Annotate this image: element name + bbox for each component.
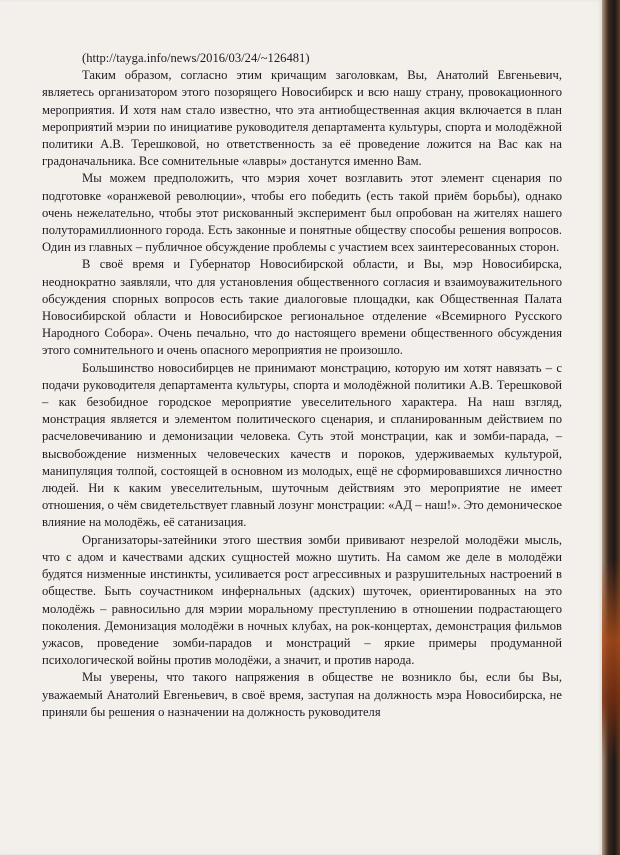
- paragraph-1: Таким образом, согласно этим кричащим заголовкам, Вы, Анатолий Евгеньевич, являетесь организатором этого позорящего Новосибирск и всю нашу страну, провокационного мероприятия. И хотя нам стало известно, что эта антиобщественная акция включается в план мероприятий мэрии по инициативе руководителя департамента культуры, спорта и молодёжной политики А.В. Терешковой, но ответственность за её проведение ложится на Вас как на градоначальника. Все сомнительные «лавры» достанутся именно Вам.: [42, 68, 562, 169]
- paragraph-5: Организаторы-затейники этого шествия зомби прививают незрелой молодёжи мысль, что с адом и качествами адских сущностей можно шутить. На самом же деле в молодёжи будятся низменные инстинкты, усиливается рост агрессивных и разрушительных настроений в обществе. Быть соучастником инфернальных (адских) шуточек, ориентированных на это молодёжь – равносильно для мэрии моральному преступлению в отношении подрастающего поколения. Демонизация молодёжи в ночных клубах, на рок-концертах, демонстрация фильмов ужасов, проведение зомби-парадов и монстраций – яркие примеры продуманной психологической войны против молодёжи, а значит, и против народа.: [42, 532, 562, 668]
- paragraph-2: Мы можем предположить, что мэрия хочет возглавить этот элемент сценария по подготовке «оранжевой революции», чтобы его победить (есть такой приём борьбы), однако очень нежелательно, чтобы этот рискованный эксперимент был опробован на жителях нашего полуторамиллионного города. Есть законные и понятные обществу способы решения вопросов. Один из главных – публичное обсуждение проблемы с участием всех заинтересованных сторон.: [42, 171, 562, 255]
- paragraph-6: Мы уверены, что такого напряжения в обществе не возникло бы, если бы Вы, уважаемый Анатолий Евгеньевич, в своё время, заступая на должность мэра Новосибирска, не приняли бы решения о назначении на должность руководителя: [42, 670, 562, 719]
- source-url: (http://tayga.info/news/2016/03/24/~126481): [82, 51, 310, 65]
- document-body: [42, 50, 562, 721]
- page-edge-glow: [602, 560, 620, 760]
- paragraph-3: В своё время и Губернатор Новосибирской области, и Вы, мэр Новосибирска, неоднократно заявляли, что для установления общественного согласия и взаимоуважительного обсуждения спорных вопросов есть такие диалоговые площадки, как Общественная Палата Новосибирской области и Новосибирское региональное отделение «Всемирного Русского Народного Собора». Очень печально, что до настоящего времени общественного обсуждения этого сомнительного и очень опасного мероприятия не произошло.: [42, 257, 562, 358]
- paragraph-4: Большинство новосибирцев не принимают монстрацию, которую им хотят навязать – с подачи руководителя департамента культуры, спорта и молодёжной политики А.В. Терешковой – как безобидное городское мероприятие увеселительного характера. На наш взгляд, монстрация является и элементом политического сценария, и спланированным действием по расчеловечиванию и демонизации человека. Суть этой монстрации, как и зомби-парада, – высвобождение низменных человеческих качеств и пороков, удерживаемых культурой, манипуляция толпой, состоящей в основном из молодых, ещё не сформировавшихся личностно людей. Ни к каким увеселительным, шуточным действиям это мероприятие не имеет отношения, о чём свидетельствует главный лозунг монстрации: «АД – наш!». Это демоническое влияние на молодёжь, её сатанизация.: [42, 360, 562, 530]
